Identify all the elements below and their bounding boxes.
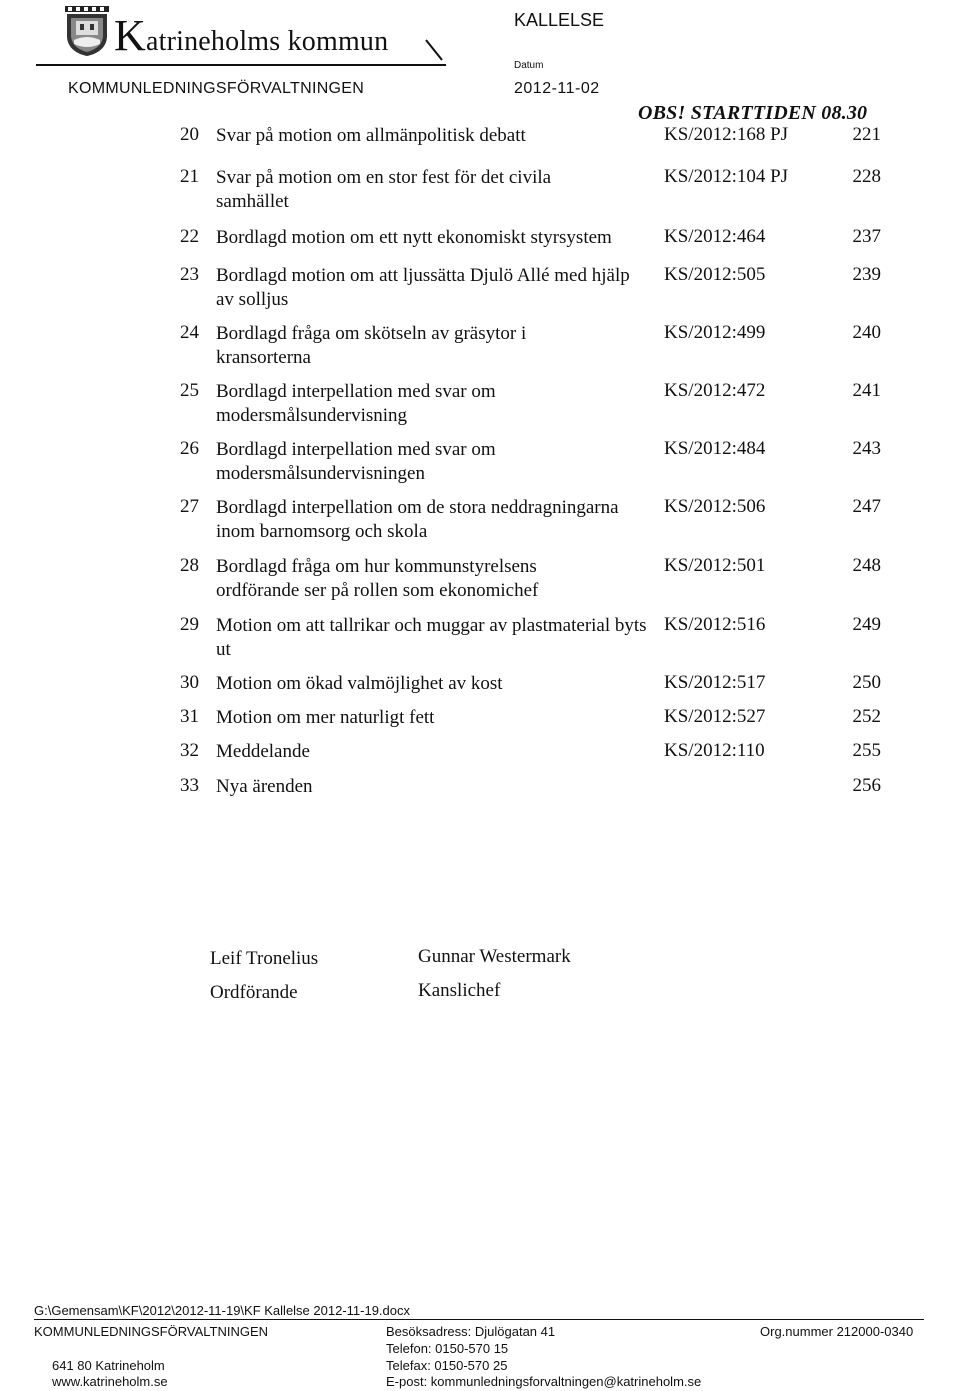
agenda-item-number: 29 bbox=[180, 614, 199, 635]
municipality-logo-text: Katrineholms kommun bbox=[114, 11, 389, 60]
agenda-item-page: 221 bbox=[852, 124, 881, 145]
agenda-item-number: 23 bbox=[180, 264, 199, 285]
footer-org-number: Org.nummer 212000-0340 bbox=[760, 1324, 914, 1339]
footer-visiting-address: Besöksadress: Djulögatan 41 bbox=[386, 1324, 556, 1339]
agenda-item-page: 240 bbox=[852, 322, 881, 343]
signature-block bbox=[418, 940, 571, 1008]
agenda-item-page: 255 bbox=[852, 740, 881, 761]
agenda-item-number: 31 bbox=[180, 706, 199, 727]
agenda-item-number: 30 bbox=[180, 672, 199, 693]
agenda-item-case: KS/2012:517 bbox=[664, 672, 766, 693]
agenda-item-number: 26 bbox=[180, 438, 199, 459]
agenda-item-title: Bordlagd fråga om hur kommunstyrelsens ordförande ser på rollen som ekonomichef bbox=[216, 556, 539, 601]
agenda-item-case: KS/2012:484 bbox=[664, 438, 766, 459]
agenda-item-page: 243 bbox=[852, 438, 881, 459]
agenda-item-title: Bordlagd motion om ett nytt ekonomiskt styrsystem bbox=[216, 227, 612, 248]
agenda-item-number: 21 bbox=[180, 166, 199, 187]
agenda-item-page: 249 bbox=[852, 614, 881, 635]
logo-slash-mark bbox=[424, 30, 446, 66]
document-type: KALLELSE bbox=[514, 10, 605, 30]
agenda-item-page: 250 bbox=[852, 672, 881, 693]
agenda-item-title: Bordlagd interpellation med svar om modersmålsundervisningen bbox=[216, 439, 496, 484]
agenda-item-title: Motion om att tallrikar och muggar av plastmaterial byts ut bbox=[216, 615, 647, 660]
footer-email: E-post: kommunledningsforvaltningen@katrineholm.se bbox=[386, 1374, 702, 1389]
agenda-item-title: Bordlagd fråga om skötseln av gräsytor i kransorterna bbox=[216, 323, 527, 368]
agenda-item-page: 256 bbox=[852, 775, 881, 796]
document-date: 2012-11-02 bbox=[514, 80, 600, 97]
start-time-note: OBS! STARTTIDEN 08.30 bbox=[638, 102, 868, 124]
agenda-item-number: 24 bbox=[180, 322, 199, 343]
footer-file-path: G:\Gemensam\KF\2012\2012-11-19\KF Kallelse 2012-11-19.docx bbox=[34, 1303, 411, 1318]
footer-divider bbox=[34, 1319, 924, 1320]
agenda-item-number: 25 bbox=[180, 380, 199, 401]
agenda-item-page: 247 bbox=[852, 496, 881, 517]
agenda-item-page: 228 bbox=[852, 166, 881, 187]
signatory-role: Kanslichef bbox=[418, 980, 501, 1001]
agenda-item-number: 28 bbox=[180, 555, 199, 576]
signatory-name: Leif Tronelius bbox=[210, 948, 319, 969]
agenda-item-number: 32 bbox=[180, 740, 199, 761]
agenda-item-number: 27 bbox=[180, 496, 199, 517]
agenda-item-number: 20 bbox=[180, 124, 199, 145]
agenda-item-case: KS/2012:110 bbox=[664, 740, 765, 761]
agenda-item-title: Bordlagd motion om att ljussätta Djulö Allé med hjälp av solljus bbox=[216, 265, 630, 310]
agenda-item-case: KS/2012:104 PJ bbox=[664, 166, 789, 187]
agenda-item-title: Meddelande bbox=[216, 741, 310, 762]
footer-fax: Telefax: 0150-570 25 bbox=[386, 1358, 508, 1373]
footer-website: www.katrineholm.se bbox=[52, 1374, 168, 1389]
agenda-item-case: KS/2012:168 PJ bbox=[664, 124, 789, 145]
footer-phone: Telefon: 0150-570 15 bbox=[386, 1341, 509, 1356]
agenda-item-page: 237 bbox=[852, 226, 881, 247]
agenda-item-page: 248 bbox=[852, 555, 881, 576]
signatory-role: Ordförande bbox=[210, 982, 298, 1003]
agenda-item-title: Svar på motion om en stor fest för det civila samhället bbox=[216, 167, 552, 212]
municipality-crest-icon bbox=[64, 6, 110, 56]
agenda-item-number: 33 bbox=[180, 775, 199, 796]
agenda-item-case: KS/2012:505 bbox=[664, 264, 766, 285]
date-label: Datum bbox=[514, 60, 544, 71]
signatory-name: Gunnar Westermark bbox=[418, 946, 571, 967]
signature-block bbox=[210, 942, 318, 1010]
logo-underline bbox=[36, 64, 446, 66]
footer-organization: KOMMUNLEDNINGSFÖRVALTNINGEN bbox=[34, 1324, 269, 1339]
agenda-item-title: Bordlagd interpellation om de stora neddragningarna inom barnomsorg och skola bbox=[216, 497, 619, 542]
agenda-item-case: KS/2012:506 bbox=[664, 496, 766, 517]
agenda-item-page: 241 bbox=[852, 380, 881, 401]
agenda-item-number: 22 bbox=[180, 226, 199, 247]
agenda-item-case: KS/2012:501 bbox=[664, 555, 766, 576]
footer-postal-address: 641 80 Katrineholm bbox=[52, 1358, 165, 1373]
agenda-item-title: Motion om mer naturligt fett bbox=[216, 707, 435, 728]
agenda-item-title: Svar på motion om allmänpolitisk debatt bbox=[216, 125, 526, 146]
agenda-item-title: Bordlagd interpellation med svar om modersmålsundervisning bbox=[216, 381, 496, 426]
agenda-item-case: KS/2012:527 bbox=[664, 706, 766, 727]
agenda-item-page: 239 bbox=[852, 264, 881, 285]
agenda-item-case: KS/2012:472 bbox=[664, 380, 766, 401]
agenda-item-title: Nya ärenden bbox=[216, 776, 313, 797]
agenda-item-page: 252 bbox=[852, 706, 881, 727]
header-organization: KOMMUNLEDNINGSFÖRVALTNINGEN bbox=[68, 80, 365, 97]
agenda-item-case: KS/2012:464 bbox=[664, 226, 766, 247]
agenda-item-case: KS/2012:516 bbox=[664, 614, 766, 635]
agenda-item-case: KS/2012:499 bbox=[664, 322, 766, 343]
agenda-item-title: Motion om ökad valmöjlighet av kost bbox=[216, 673, 503, 694]
